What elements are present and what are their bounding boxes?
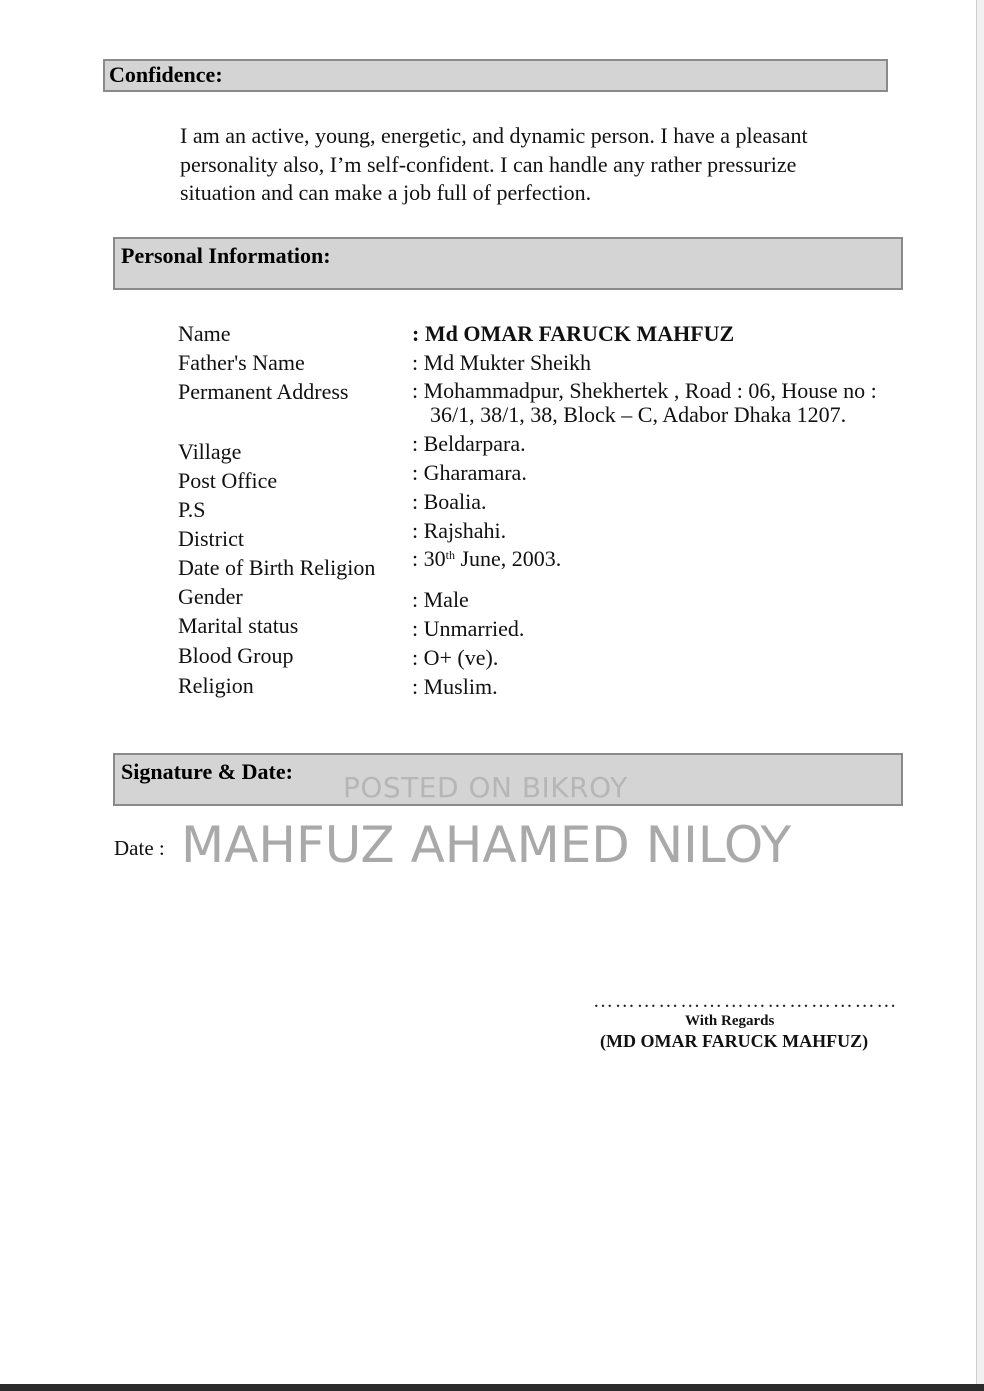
label-village: Village	[178, 439, 242, 464]
value-religion: : Muslim.	[412, 674, 498, 699]
dob-suffix: th	[445, 548, 455, 562]
value-ps: : Boalia.	[412, 489, 487, 514]
label-gender: Gender	[178, 584, 243, 609]
name-watermark: MAHFUZ AHAMED NILOY	[181, 816, 792, 874]
value-father-name: : Md Mukter Sheikh	[412, 350, 592, 375]
label-date-of-birth: Date of Birth Religion	[178, 555, 376, 580]
label-ps: P.S	[178, 497, 206, 522]
with-regards-text: With Regards	[685, 1013, 775, 1029]
label-permanent-address: Permanent Address	[178, 379, 349, 404]
personal-info-section-header	[113, 237, 903, 290]
signature-line: ……………………………………	[593, 990, 899, 1012]
signatory-name: (MD OMAR FARUCK MAHFUZ)	[600, 1031, 869, 1051]
confidence-heading: Confidence:	[109, 62, 223, 87]
value-post-office: : Gharamara.	[412, 460, 527, 485]
posted-on-watermark: POSTED ON BIKROY	[343, 771, 628, 804]
label-blood-group: Blood Group	[178, 643, 294, 668]
dob-rest: June, 2003.	[454, 546, 562, 571]
value-address-line-1: : Mohammadpur, Shekhertek , Road : 06, House no :	[412, 378, 877, 403]
value-gender: : Male	[412, 587, 469, 612]
confidence-line-2: personality also, I’m self-confident. I can handle any rather pressurize	[180, 151, 797, 177]
confidence-line-3: situation and can make a job full of perfection.	[180, 180, 592, 205]
label-marital-status: Marital status	[178, 613, 299, 638]
value-name: : Md OMAR FARUCK MAHFUZ	[412, 321, 735, 346]
personal-info-heading: Personal Information:	[121, 243, 331, 268]
confidence-section-header	[103, 59, 888, 92]
dob-prefix: : 30	[412, 546, 446, 571]
label-post-office: Post Office	[178, 468, 278, 493]
value-village: : Beldarpara.	[412, 431, 526, 456]
confidence-line-1: I am an active, young, energetic, and dynamic person. I have a pleasant	[180, 123, 808, 148]
value-address-line-2: 36/1, 38/1, 38, Block – C, Adabor Dhaka 1207.	[430, 402, 847, 427]
label-religion: Religion	[178, 673, 254, 698]
page-right-edge	[976, 0, 984, 1391]
signature-heading: Signature & Date:	[121, 759, 293, 784]
date-label: Date :	[114, 836, 165, 860]
value-marital-status: : Unmarried.	[412, 616, 525, 641]
value-blood-group: : O+ (ve).	[412, 645, 499, 670]
value-date-of-birth	[412, 546, 561, 572]
label-name: Name	[178, 321, 231, 346]
page-bottom-edge	[0, 1384, 984, 1391]
label-district: District	[178, 526, 244, 551]
value-district: : Rajshahi.	[412, 518, 507, 543]
confidence-paragraph	[180, 122, 870, 208]
label-father-name: Father's Name	[178, 350, 305, 375]
